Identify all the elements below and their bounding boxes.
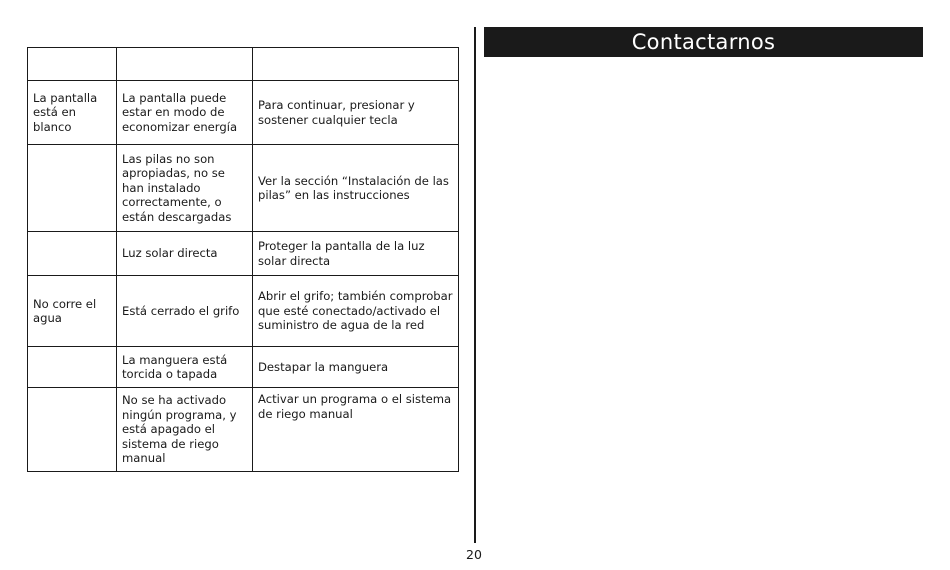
table-header-row: [28, 48, 459, 81]
page-number: 20: [466, 547, 482, 562]
solution-cell: Activar un programa o el sistema de riego manual: [253, 388, 459, 472]
table-row: [28, 276, 459, 347]
solution-cell: Proteger la pantalla de la luz solar directa: [253, 232, 459, 276]
problem-cell: [28, 388, 117, 472]
cause-cell: Está cerrado el grifo: [117, 276, 253, 347]
cause-cell: La pantalla puede estar en modo de economizar energía: [117, 81, 253, 145]
column-divider: [474, 27, 476, 543]
solution-cell: Ver la sección “Instalación de las pilas” en las instrucciones: [253, 145, 459, 232]
table-row: [28, 388, 459, 472]
table-row: [28, 347, 459, 388]
troubleshooting-table: [27, 47, 459, 472]
solution-cell: Destapar la manguera: [253, 347, 459, 388]
cause-cell: No se ha activado ningún programa, y está apagado el sistema de riego manual: [117, 388, 253, 472]
header-cell-problem: [28, 48, 117, 81]
cause-cell: La manguera está torcida o tapada: [117, 347, 253, 388]
table-row: [28, 145, 459, 232]
cause-cell: Las pilas no son apropiadas, no se han instalado correctamente, o están descargadas: [117, 145, 253, 232]
problem-cell: [28, 232, 117, 276]
section-header-contactarnos: Contactarnos: [484, 27, 923, 57]
problem-cell: [28, 145, 117, 232]
solution-cell: Abrir el grifo; también comprobar que esté conectado/activado el suministro de agua de la red: [253, 276, 459, 347]
solution-cell: Para continuar, presionar y sostener cualquier tecla: [253, 81, 459, 145]
header-cell-solution: [253, 48, 459, 81]
problem-cell: La pantalla está en blanco: [28, 81, 117, 145]
header-cell-cause: [117, 48, 253, 81]
problem-cell: No corre el agua: [28, 276, 117, 347]
table-row: [28, 232, 459, 276]
problem-cell: [28, 347, 117, 388]
table-row: [28, 81, 459, 145]
cause-cell: Luz solar directa: [117, 232, 253, 276]
